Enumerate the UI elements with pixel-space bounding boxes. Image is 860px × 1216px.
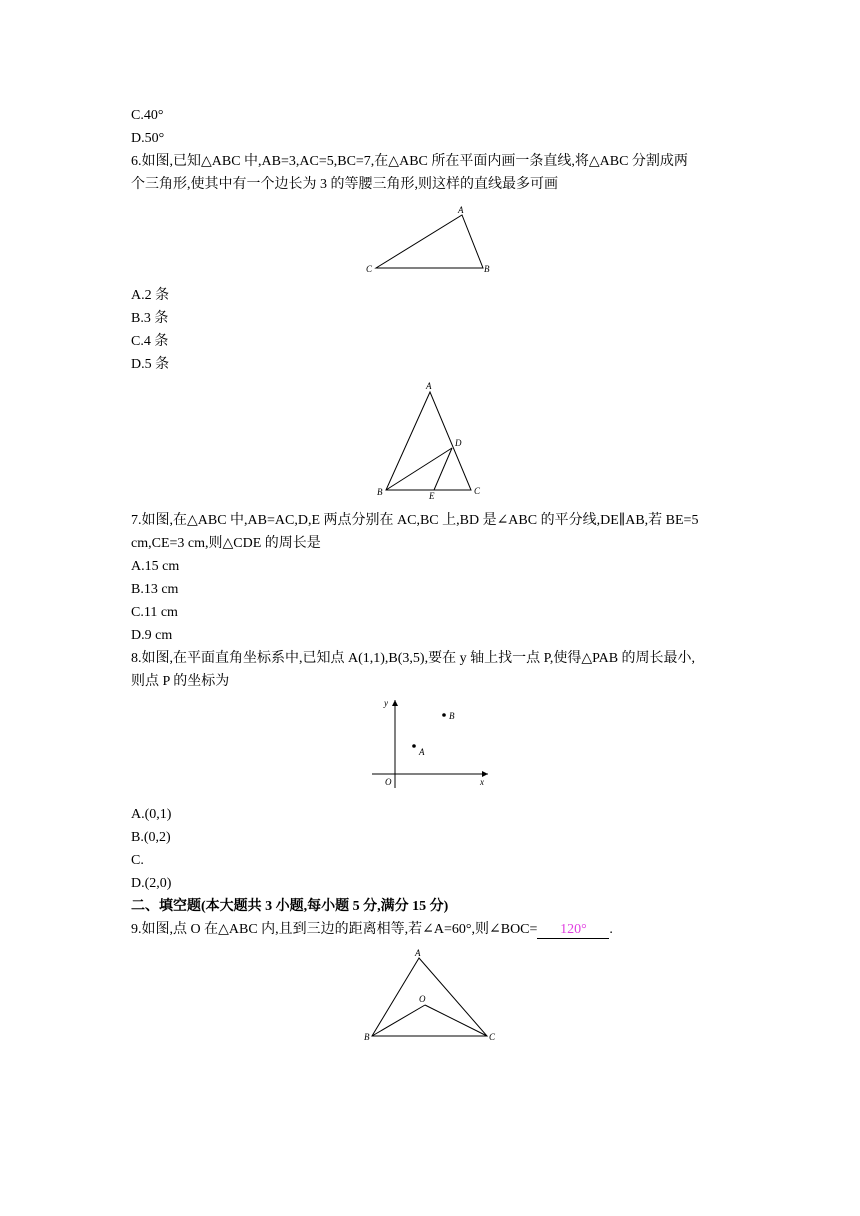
q9-label-c: C — [489, 1032, 496, 1042]
q7-label-c: C — [474, 486, 481, 496]
q9-label-a: A — [415, 948, 421, 958]
q6-triangle-figure — [360, 200, 500, 280]
q9-label-o: O — [419, 994, 426, 1004]
q6-option-d: D.5 条 — [131, 357, 170, 372]
q7-option-a: A.15 cm — [131, 559, 180, 574]
q6-label-c: C — [366, 264, 373, 274]
q7-label-e: E — [429, 491, 435, 501]
q8-label-y: y — [384, 698, 388, 708]
q6-option-b: B.3 条 — [131, 311, 169, 326]
q7-triangle-figure — [370, 378, 490, 503]
q6-label-b: B — [484, 264, 490, 274]
q7-label-d: D — [455, 438, 462, 448]
q7-label-b: B — [377, 487, 383, 497]
q7-label-a: A — [426, 381, 432, 391]
q8-label-o: O — [385, 777, 392, 787]
q7-stem-line2: cm,CE=3 cm,则△CDE 的周长是 — [131, 536, 321, 551]
q8-option-c: C. — [131, 853, 144, 868]
q9-stem-after: . — [609, 922, 613, 937]
q6-option-a: A.2 条 — [131, 288, 170, 303]
q9-stem-before: 9.如图,点 O 在△ABC 内,且到三边的距离相等,若∠A=60°,则∠BOC= — [131, 922, 538, 937]
q6-stem-line1: 6.如图,已知△ABC 中,AB=3,AC=5,BC=7,在△ABC 所在平面内画一条直线,将△ABC 分割成两 — [131, 154, 688, 169]
q9-stem — [131, 920, 613, 940]
q7-option-c: C.11 cm — [131, 605, 178, 620]
q8-coordinate-figure — [365, 694, 495, 790]
section-2-heading: 二、填空题(本大题共 3 小题,每小题 5 分,满分 15 分) — [131, 899, 449, 914]
q9-label-b: B — [364, 1032, 370, 1042]
q9-triangle-figure — [358, 944, 502, 1044]
q8-option-b: B.(0,2) — [131, 830, 171, 845]
q7-stem-line1: 7.如图,在△ABC 中,AB=AC,D,E 两点分别在 AC,BC 上,BD 是∠ABC 的平分线,DE∥AB,若 BE=5 — [131, 513, 699, 528]
q8-stem-line2: 则点 P 的坐标为 — [131, 674, 230, 689]
q6-label-a: A — [458, 205, 464, 215]
q5-option-d: D.50° — [131, 131, 165, 146]
q8-stem-line1: 8.如图,在平面直角坐标系中,已知点 A(1,1),B(3,5),要在 y 轴上找一点 P,使得△PAB 的周长最小, — [131, 651, 696, 666]
q8-option-a: A.(0,1) — [131, 807, 172, 822]
q9-answer-blank: 120° — [537, 922, 609, 939]
q8-label-x: x — [480, 777, 484, 787]
q7-option-d: D.9 cm — [131, 628, 173, 643]
q8-label-b: B — [449, 711, 455, 721]
q8-option-d: D.(2,0) — [131, 876, 172, 891]
q8-label-a: A — [419, 747, 425, 757]
q7-option-b: B.13 cm — [131, 582, 179, 597]
q6-stem-line2: 个三角形,使其中有一个边长为 3 的等腰三角形,则这样的直线最多可画 — [131, 177, 558, 192]
q5-option-c: C.40° — [131, 108, 164, 123]
q6-option-c: C.4 条 — [131, 334, 169, 349]
